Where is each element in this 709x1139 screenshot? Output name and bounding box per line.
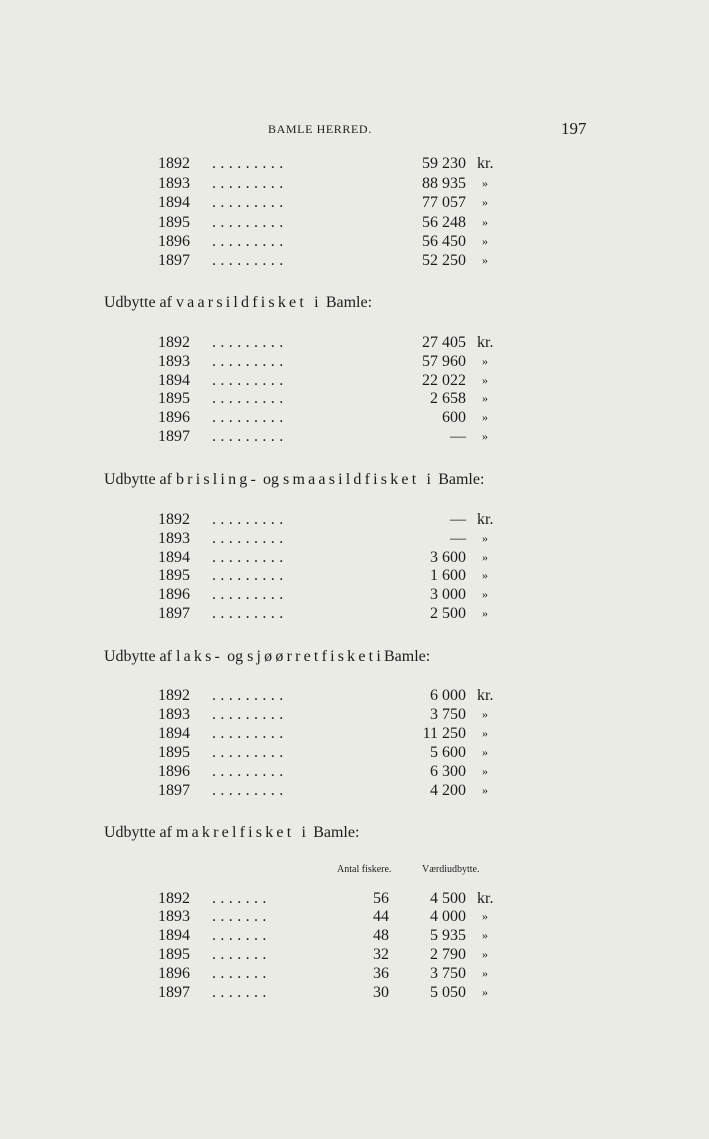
table-row: 1894 ......... 3 600 » [158,549,488,566]
table-row: 1895 ......... 5 600 » [158,744,488,761]
table-row: 1893 ......... 3 750 » [158,706,488,723]
table-row: 1897 ......... 52 250 » [158,252,488,269]
table-row: 1895 ....... 32 2 790 » [158,946,488,963]
table-row: 1896 ......... 600 » [158,409,488,426]
table-row: 1897 ......... — » [158,428,488,445]
table-row: 1897 ....... 30 5 050 » [158,984,488,1001]
table-row: 1895 ......... 2 658 » [158,390,488,407]
section-heading: Udbytte af brisling- og smaasildfisket i Bamle: [104,471,485,488]
table-row: 1893 ....... 44 4 000 » [158,908,488,925]
table-row: 1897 ......... 4 200 » [158,782,488,799]
table-row: 1892 ....... 56 4 500 kr. [158,890,494,907]
section-heading: Udbytte af vaarsildfisket i Bamle: [104,294,373,311]
section-heading: Udbytte af laks- og sjøørretfisketiBamle: [104,648,431,665]
table-row: 1896 ......... 3 000 » [158,586,488,603]
column-header-value: Værdiudbytte. [422,864,480,875]
table-row: 1893 ......... — » [158,530,488,547]
running-header: BAMLE HERRED. [268,122,372,136]
table-row: 1896 ....... 36 3 750 » [158,965,488,982]
table-row: 1894 ....... 48 5 935 » [158,927,488,944]
table-row: 1892 ......... 59 230 kr. [158,155,494,172]
table-row: 1893 ......... 88 935 » [158,175,488,192]
table-row: 1894 ......... 77 057 » [158,194,488,211]
page-number: 197 [561,119,587,138]
table-row: 1892 ......... 6 000 kr. [158,687,494,704]
table-row: 1894 ......... 11 250 » [158,725,488,742]
table-row: 1892 ......... 27 405 kr. [158,334,494,351]
table-row: 1895 ......... 56 248 » [158,214,488,231]
table-row: 1897 ......... 2 500 » [158,605,488,622]
section-heading: Udbytte af makrelfisket i Bamle: [104,824,360,841]
table-row: 1894 ......... 22 022 » [158,372,488,389]
table-row: 1896 ......... 56 450 » [158,233,488,250]
table-row: 1895 ......... 1 600 » [158,567,488,584]
table-row: 1896 ......... 6 300 » [158,763,488,780]
table-row: 1893 ......... 57 960 » [158,353,488,370]
table-row: 1892 ......... — kr. [158,511,494,528]
column-header-fishers: Antal fiskere. [337,864,392,875]
